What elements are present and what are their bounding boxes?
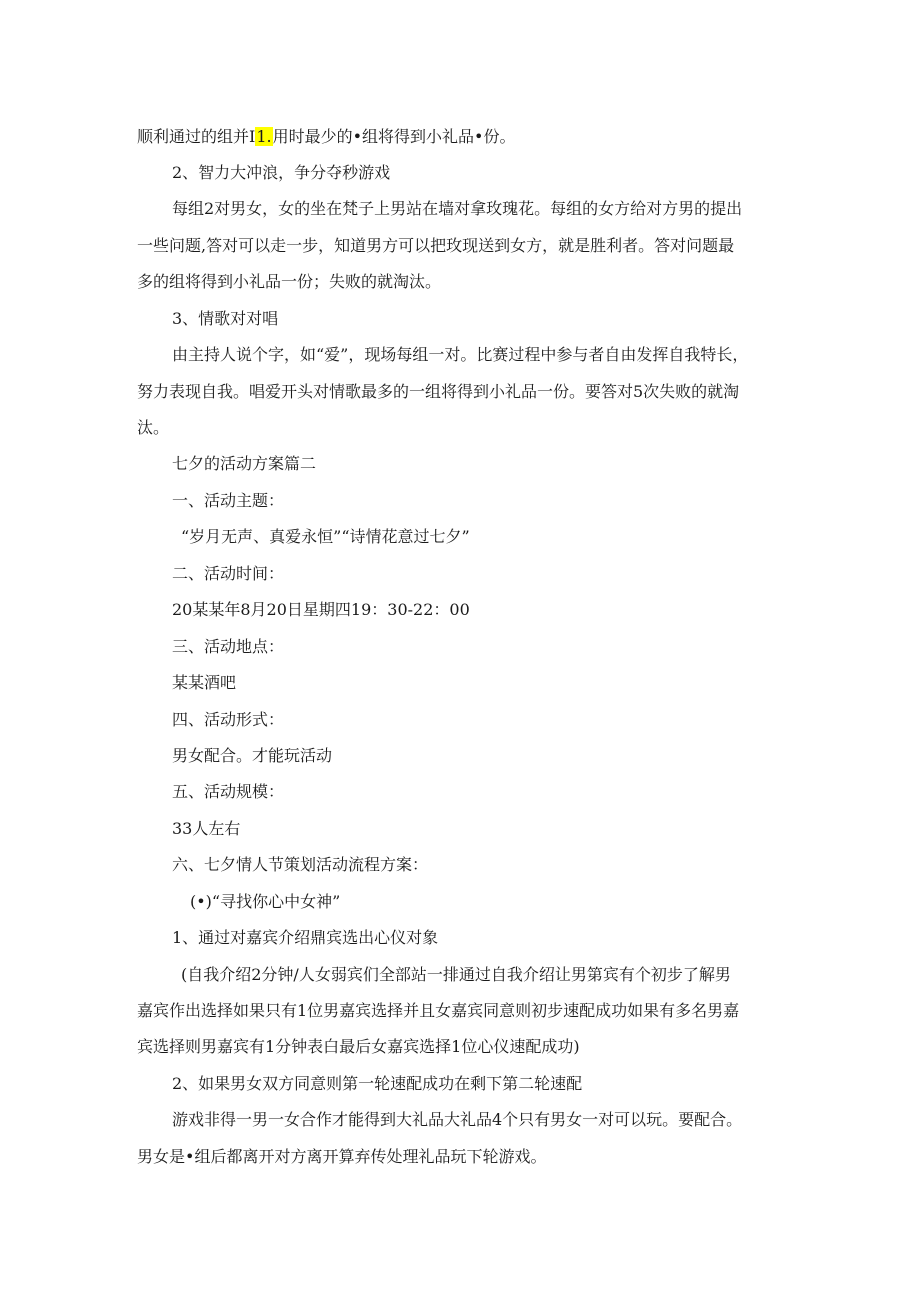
section-heading: 3、情歌对对唱 [172,309,279,328]
section-heading: 四、活动形式： [172,710,285,729]
paragraph-line: 游戏非得一男一女合作才能得到大礼品大礼品4个只有男女一对可以玩。要配合。 [172,1110,743,1129]
section-heading: 三、活动地点： [172,637,285,656]
paragraph-line: (自我介绍2分钟/人女弱宾们全部站一排通过自我介绍让男第宾有个初步了解男 [181,965,731,984]
paragraph-line: 33人左右 [172,819,241,838]
paragraph-line: 男女配合。才能玩活动 [172,746,333,765]
paragraph-line: 由主持人说个字，如“爱”，现场每组一对。比赛过程中参与者自由发挥自我特长， [172,345,749,364]
paragraph-line: 20某某年8月20日星期四19：30-22：00 [172,600,470,619]
section-heading: 五、活动规模： [172,782,285,801]
paragraph-line: 汰。 [137,418,170,437]
section-heading: 2、智力大冲浪，争分夺秒游戏 [172,163,391,182]
paragraph-line: 男女是•组后都离开对方离开算弃传处理礼品玩下轮游戏。 [137,1147,547,1166]
paragraph-line: 宾选择则男嘉宾有1分钟表白最后女嘉宾选择1位心仪速配成功) [137,1037,580,1056]
paragraph-line: 某某酒吧 [172,673,237,692]
highlighted-text: 1. [256,127,272,146]
paragraph-line: 多的组将得到小礼品一份；失败的就淘汰。 [137,272,442,291]
paragraph-line: 嘉宾作出选择如果只有1位男嘉宾选择并且女嘉宾同意则初步速配成功如果有多名男嘉 [137,1001,740,1020]
section-heading: 六、七夕情人节策划活动流程方案： [172,855,429,874]
text-line [137,127,515,147]
paragraph-line: “岁月无声、真爱永恒”“诗情花意过七夕” [181,527,470,546]
section-heading: 1、通过对嘉宾介绍鼎宾选出心仪对象 [172,928,439,947]
paragraph-line: 一些问题,答对可以走一步，知道男方可以把玫现送到女方，就是胜利者。答对问题最 [137,236,735,255]
text-span: 顺利通过的组并I [137,127,256,146]
paragraph-line: 努力表现自我。唱爱开头对情歌最多的一组将得到小礼品一份。要答对5次失败的就淘 [137,382,740,401]
paragraph-line: 每组2对男女，女的坐在梵子上男站在墙对拿玫瑰花。每组的女方给对方男的提出 [172,199,743,218]
paragraph-line: (•)“寻找你心中女神” [190,892,341,911]
section-heading: 二、活动时间： [172,564,285,583]
section-heading: 2、如果男女双方同意则第一轮速配成功在剩下第二轮速配 [172,1074,583,1093]
text-span: 用时最少的•组将得到小礼品•份。 [272,127,516,146]
document-subtitle: 七夕的活动方案篇二 [172,454,317,473]
section-heading: 一、活动主题： [172,491,285,510]
